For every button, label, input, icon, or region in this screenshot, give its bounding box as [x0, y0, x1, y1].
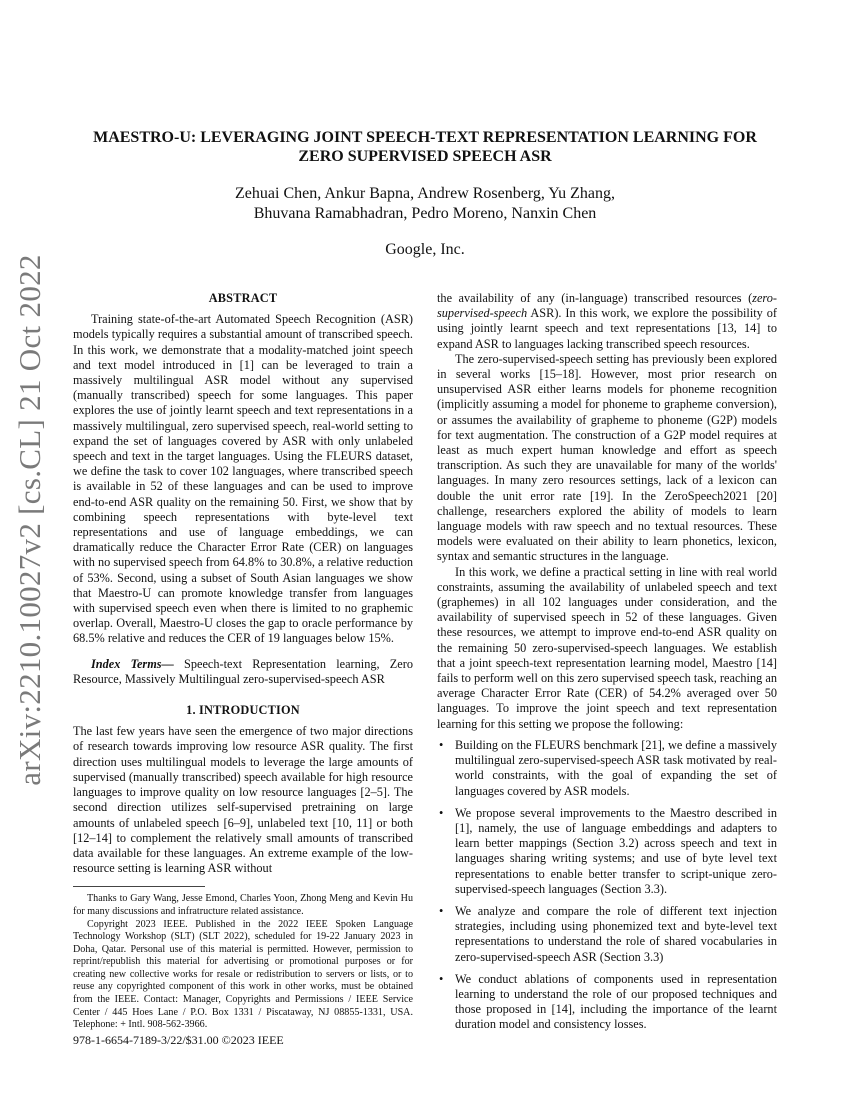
title-line-2: ZERO SUPERVISED SPEECH ASR	[298, 148, 552, 165]
list-item-text: Building on the FLEURS benchmark [21], we define a massively multilingual zero-supervised-speech ASR task motivated by real-world constraints, with the goal of expanding the set of languages covered by ASR models.	[455, 737, 777, 798]
contributions-list	[437, 738, 777, 1033]
authors-line-2: Bhuvana Ramabhadran, Pedro Moreno, Nanxin Chen	[253, 205, 597, 222]
right-paragraph-1-part-b: ASR). In this work, we explore the possibility of using jointly learnt speech and text representations [13, 14] to expand ASR to languages lacking transcribed speech resources.	[437, 306, 777, 351]
footnote-divider	[73, 886, 205, 887]
right-paragraph-2: The zero-supervised-speech setting has previously been explored in several works [15–18]. However, most prior research on unsupervised ASR either learns models for phoneme recognition (implicitly assuming a model for phoneme to grapheme conversion), or assumes the availability of grapheme to phoneme (G2P) models for text augmentation. The construction of a G2P model requires at least as much expert human knowledge and effort as speech transcription. As such they are unavailable for many of the worlds' languages. In many zero resources settings, lack of a lexicon can double the unit error rate [19]. In the ZeroSpeech2021 [20] challenge, researchers explored the ability of models to learn language models with raw speech and no textual resources. These models were evaluated on their ability to learn phonetics, lexicon, syntax and semantic structures in the language.	[437, 351, 777, 564]
isbn-footer: 978-1-6654-7189-3/22/$31.00 ©2023 IEEE	[73, 1033, 284, 1047]
list-item	[437, 904, 777, 965]
title-line-1: MAESTRO-U: LEVERAGING JOINT SPEECH-TEXT REPRESENTATION LEARNING FOR	[93, 129, 757, 146]
index-terms-text: Speech-text Representation learning, Zero Resource, Massively Multilingual zero-supervised-speech ASR	[73, 656, 413, 686]
right-paragraph-1	[437, 291, 777, 352]
list-item	[437, 972, 777, 1033]
abstract-text: Training state-of-the-art Automated Speech Recognition (ASR) models typically requires a substantial amount of transcribed speech. In this work, we demonstrate that a modality-matched joint speech and text model introduced in [1] can be leveraged to train a massively multilingual ASR model without any supervised (manually transcribed) speech for some languages. This paper explores the use of jointly learnt speech and text representations in a massively multilingual, zero supervised speech, real-world setting to expand the set of languages covered by ASR with only unlabeled speech and text in the target languages. Using the FLEURS dataset, we define the task to cover 102 languages, where transcribed speech is available in 52 of these languages and can be used to improve end-to-end ASR quality on the remaining 50. First, we show that by combining speech representations with byte-level text representations and use of language embeddings, we can dramatically reduce the Character Error Rate (CER) on languages with no supervised speech from 64.8% to 30.8%, a relative reduction of 53%. Second, using a subset of South Asian languages we show that Maestro-U can promote knowledge transfer from languages with supervised speech even when there is limited to no graphemic overlap. Overall, Maestro-U closes the gap to oracle performance by 68.5% relative and reduces the CER of 19 languages below 15%.	[73, 312, 413, 646]
author-list	[75, 184, 775, 224]
zero-supervised-speech-term: zero-supervised-speech	[437, 291, 777, 321]
arxiv-sidebar	[8, 254, 52, 786]
right-paragraph-1-part-a: the availability of any (in-language) transcribed resources (	[437, 291, 753, 305]
affiliation: Google, Inc.	[385, 241, 465, 258]
abstract-heading: ABSTRACT	[208, 291, 278, 305]
left-column	[73, 291, 413, 1032]
list-item	[437, 738, 777, 799]
right-paragraph-3: In this work, we define a practical setting in line with real world constraints, assuming the availability of unlabeled speech and text (graphemes) in all 102 languages under consideration, and the availability of supervised speech in 52 of these languages. Given these resources, we attempt to improve end-to-end ASR quality on the remaining 50 zero-supervised-speech languages. We establish that a joint speech-text representation learning model, Maestro [14] fails to perform well on this zero supervised speech task, reaching an average Character Error Rate (CER) of 54.2% averaged over 50 languages. To improve the joint speech and text representation learning for this setting we propose the following:	[437, 564, 777, 731]
copyright-footnote: Copyright 2023 IEEE. Published in the 2022 IEEE Spoken Language Technology Workshop (SLT) (SLT 2022), scheduled for 19-22 January 2023 in Doha, Qatar. Personal use of this material is permitted. However, permission to reprint/republish this material for advertising or promotional purposes or for creating new collective works for resale or redistribution to servers or lists, or to reuse any copyrighted component of this work in other works, must be obtained from the IEEE. Contact: Manager, Copyrights and Permissions / IEEE Service Center / 445 Hoes Lane / P.O. Box 1331 / Piscataway, NJ 08855-1331, USA. Telephone: + Intl. 908-562-3966.	[73, 918, 413, 1031]
list-item-text: We analyze and compare the role of different text injection strategies, including using phonemized text and byte-level text representations to understand the role of shared vocabularies in zero-supervised-speech ASR (Section 3.3)	[455, 903, 777, 964]
list-item-text: We conduct ablations of components used in representation learning to understand the role of our proposed techniques and those proposed in [14], including the importance of the learnt duration model and consistency losses.	[455, 971, 777, 1032]
right-column	[437, 291, 777, 1040]
acknowledgement-footnote: Thanks to Gary Wang, Jesse Emond, Charles Yoon, Zhong Meng and Kevin Hu for many discussions and infratructure related assistance.	[73, 893, 413, 917]
introduction-heading: 1. INTRODUCTION	[186, 703, 300, 718]
list-item-text: We propose several improvements to the Maestro described in [1], namely, the use of language embeddings and adapters to learn better mappings (Section 3.2) across speech and text in languages sharing writing systems; and use of byte level text representations to enable better transfer to script-unique zero-supervised-speech languages (Section 3.3).	[455, 805, 777, 896]
bullet-icon: •	[439, 805, 444, 820]
index-terms-label: Index Terms—	[91, 656, 174, 671]
bullet-icon: •	[439, 737, 444, 752]
bullet-icon: •	[439, 903, 444, 918]
index-terms	[73, 657, 413, 687]
authors-line-1: Zehuai Chen, Ankur Bapna, Andrew Rosenberg, Yu Zhang,	[235, 185, 615, 202]
list-item	[437, 806, 777, 897]
paper-title	[75, 128, 775, 166]
bullet-icon: •	[439, 971, 444, 986]
arxiv-identifier: arXiv:2210.10027v2 [cs.CL] 21 Oct 2022	[12, 254, 47, 786]
introduction-paragraph: The last few years have seen the emergence of two major directions of research towards improving low resource ASR quality. The first direction uses multilingual models to leverage the large amounts of supervised (manually transcribed) speech available for high resource languages to improve quality on low resource languages [2–5]. The second direction utilizes self-supervised pretraining on large amounts of unlabeled speech [6–9], unlabeled text [10, 11] or both [12–14] to complement the relatively small amounts of transcribed data available for these languages. An extreme example of the low-resource setting is learning ASR without	[73, 724, 413, 876]
footnotes	[73, 893, 413, 1032]
